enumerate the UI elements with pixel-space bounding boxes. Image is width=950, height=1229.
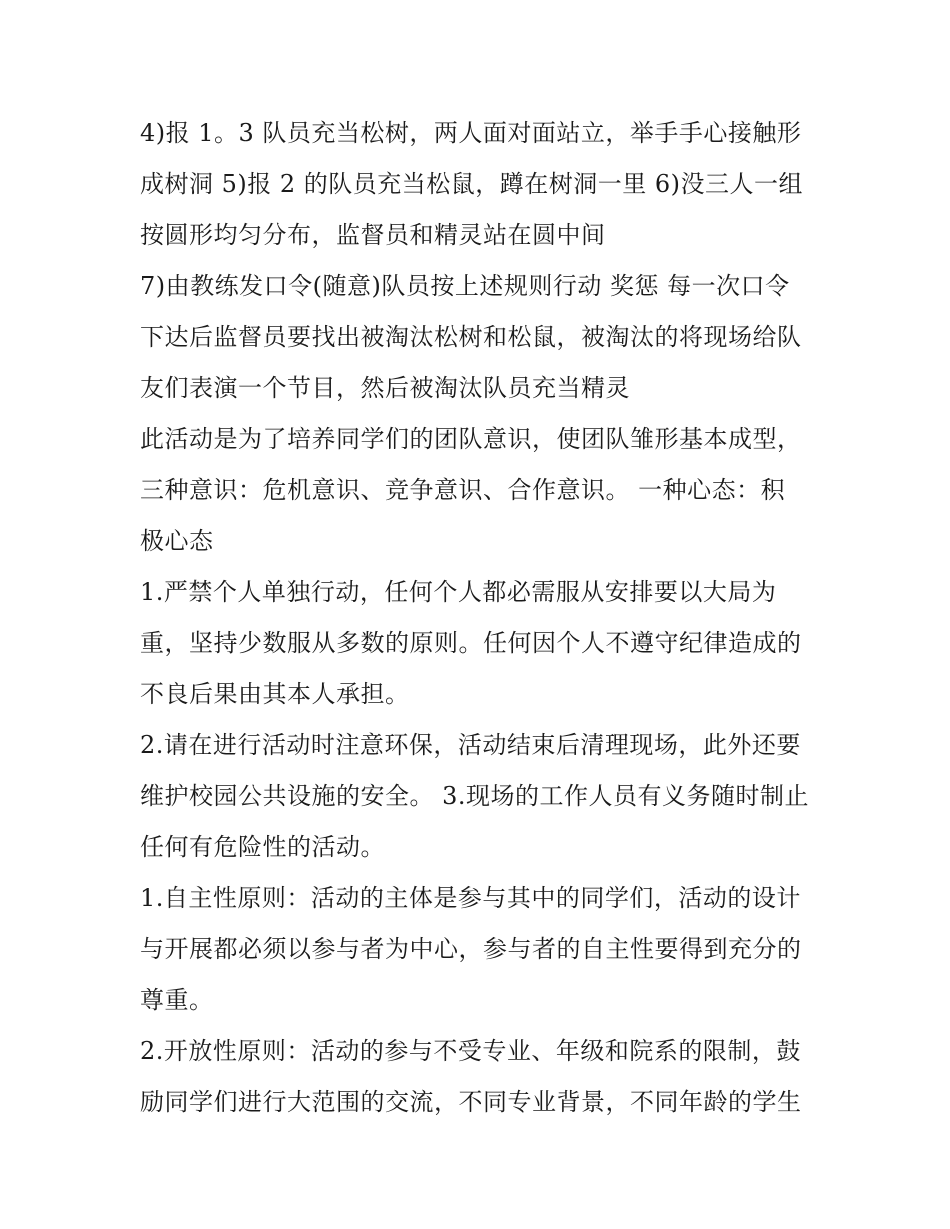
text-line: 此活动是为了培养同学们的团队意识，使团队雏形基本成型， <box>140 425 802 453</box>
text-line: 下达后监督员要找出被淘汰松树和松鼠，被淘汰的将现场给队 <box>140 323 802 351</box>
text-line: 维护校园公共设施的安全。 3.现场的工作人员有义务随时制止 <box>140 782 810 810</box>
text-line: 1.自主性原则：活动的主体是参与其中的同学们，活动的设计 <box>140 884 801 912</box>
text-line: 任何有危险性的活动。 <box>140 833 385 861</box>
text-line: 2.开放性原则：活动的参与不受专业、年级和院系的限制，鼓 <box>140 1037 801 1065</box>
text-line: 按圆形均匀分布，监督员和精灵站在圆中间 <box>140 221 606 249</box>
document-body <box>140 108 820 1128</box>
text-line: 不良后果由其本人承担。 <box>140 680 410 708</box>
text-line: 三种意识：危机意识、竞争意识、合作意识。 一种心态：积 <box>140 476 786 504</box>
text-line: 尊重。 <box>140 986 214 1014</box>
text-line: 友们表演一个节目，然后被淘汰队员充当精灵 <box>140 374 630 402</box>
text-line: 7)由教练发口令(随意)队员按上述规则行动 奖惩 每一次口令 <box>140 272 790 300</box>
text-line: 4)报 1。3 队员充当松树，两人面对面站立，举手手心接触形 <box>140 119 802 147</box>
text-line: 与开展都必须以参与者为中心，参与者的自主性要得到充分的 <box>140 935 802 963</box>
text-line: 2.请在进行活动时注意环保，活动结束后清理现场，此外还要 <box>140 731 801 759</box>
text-line: 重，坚持少数服从多数的原则。任何因个人不遵守纪律造成的 <box>140 629 802 657</box>
text-line: 1.严禁个人单独行动，任何个人都必需服从安排要以大局为 <box>140 578 777 606</box>
text-line: 极心态 <box>140 527 214 555</box>
text-line: 成树洞 5)报 2 的队员充当松鼠，蹲在树洞一里 6)没三人一组 <box>140 170 804 198</box>
text-line: 励同学们进行大范围的交流，不同专业背景，不同年龄的学生 <box>140 1088 802 1116</box>
